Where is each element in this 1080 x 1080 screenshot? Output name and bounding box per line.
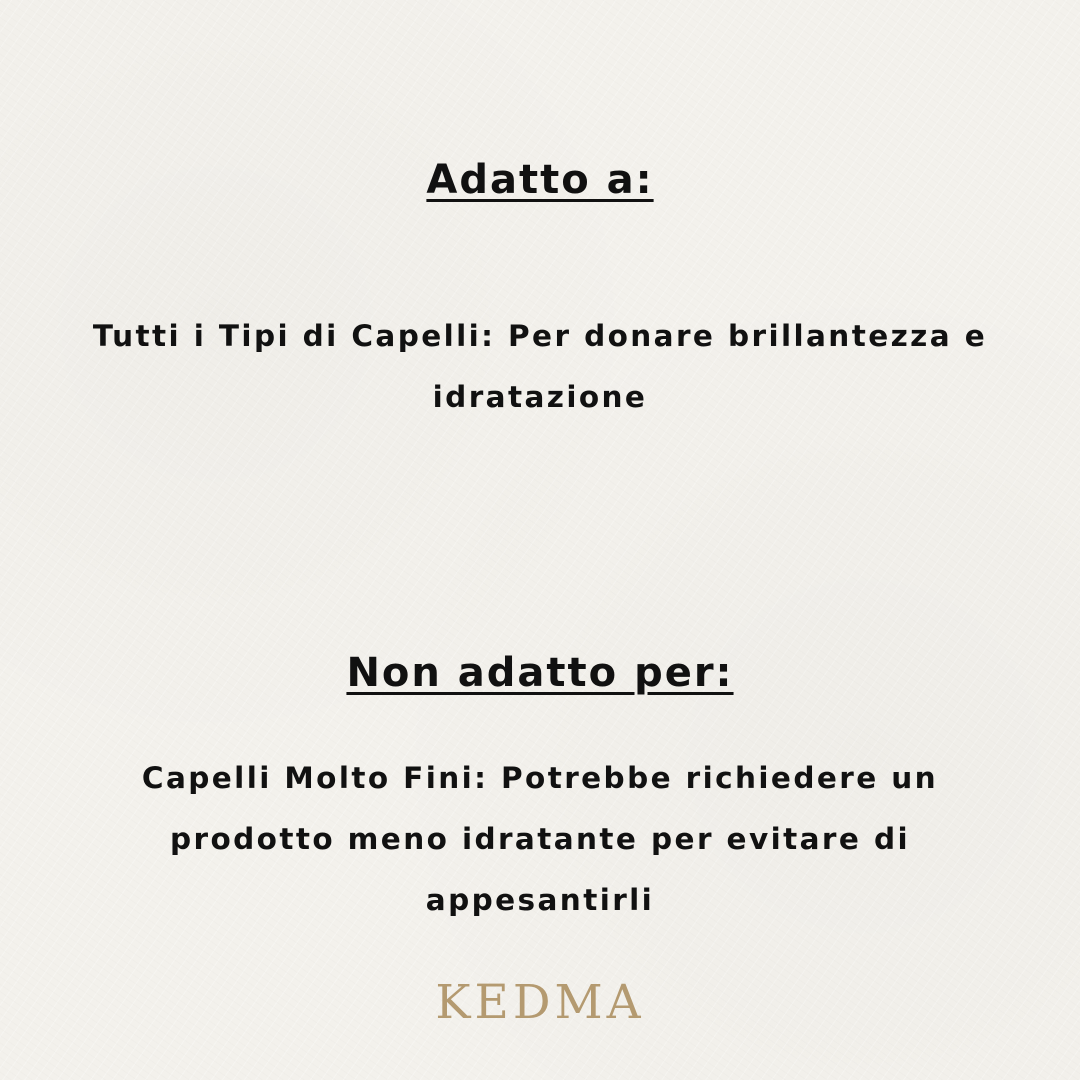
- brand-logo: KEDMA: [435, 975, 645, 1030]
- suitable-heading: Adatto a:: [426, 157, 654, 203]
- not-suitable-description: Capelli Molto Fini: Potrebbe richiedere un prodotto meno idratante per evitare di appesantirli: [141, 761, 939, 917]
- suitable-description: Tutti i Tipi di Capelli: Per donare brillantezza e idratazione: [92, 319, 988, 414]
- not-suitable-heading: Non adatto per:: [346, 650, 734, 696]
